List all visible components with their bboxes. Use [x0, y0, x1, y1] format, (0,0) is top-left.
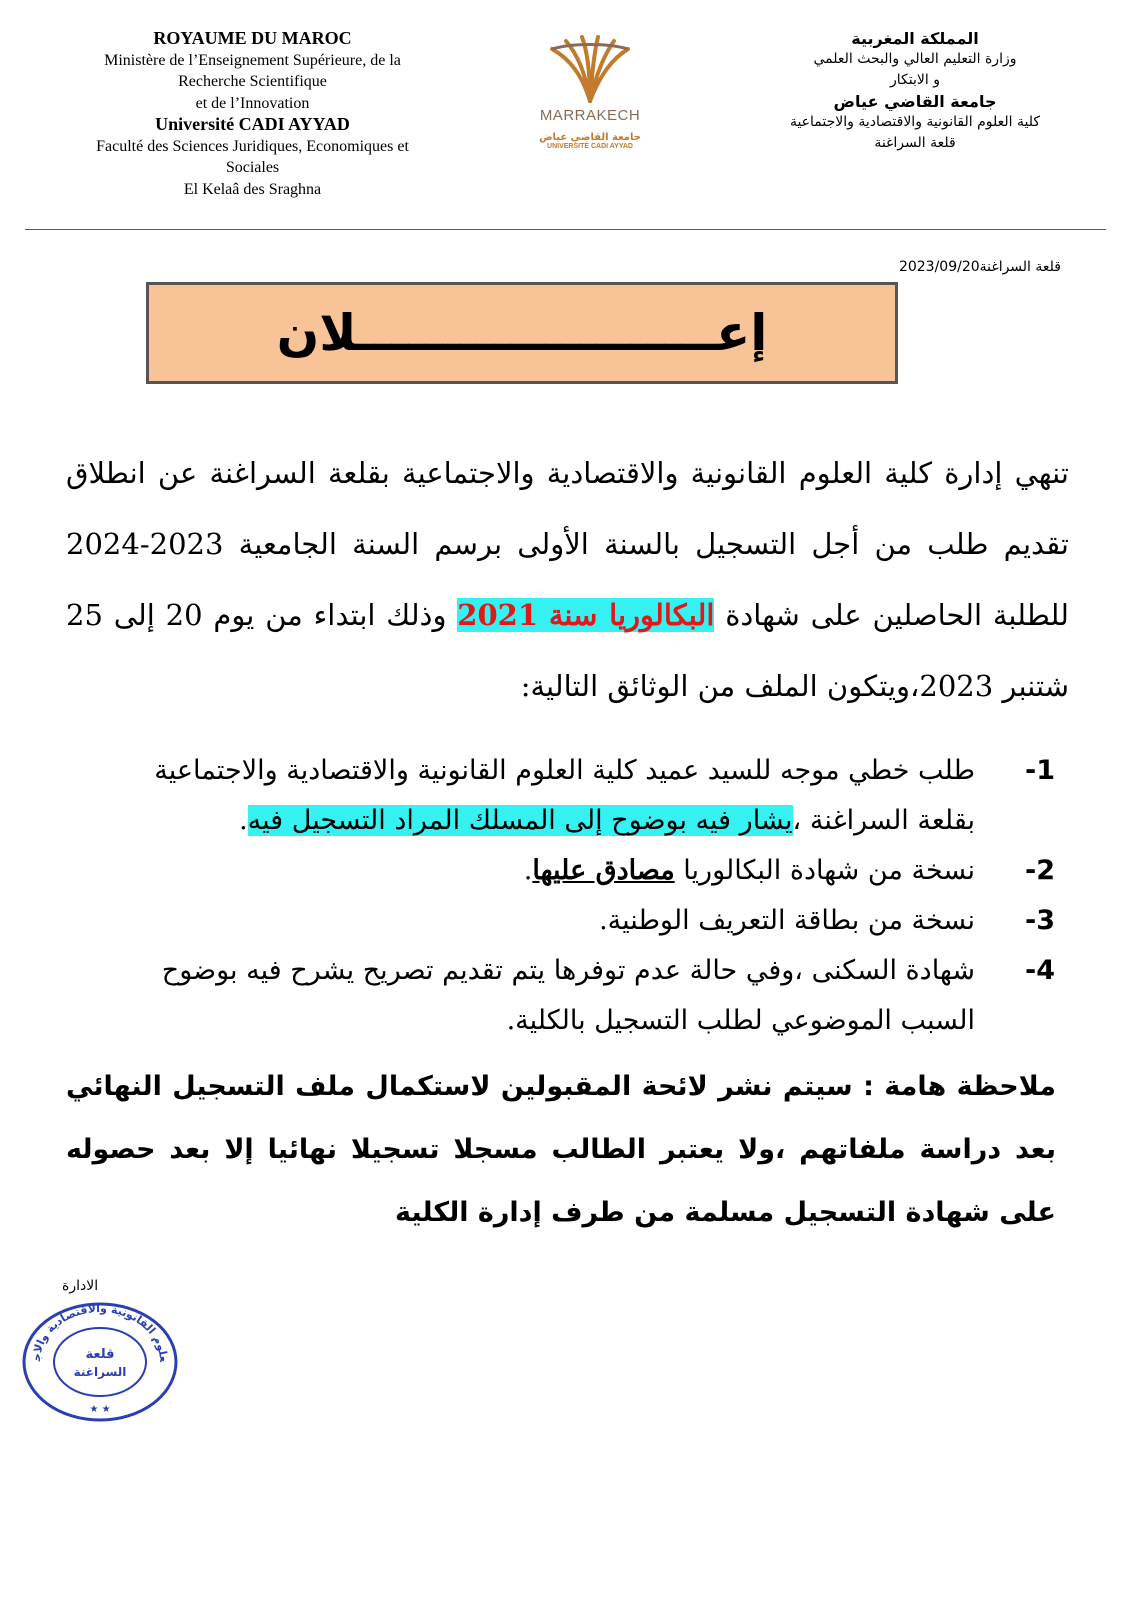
header-arabic [770, 28, 1060, 154]
list-item-number: -4 [1025, 955, 1055, 986]
header-ar-line-2: وزارة التعليم العالي والبحث العلمي [813, 51, 1017, 67]
bac-year: 2021 [457, 598, 539, 632]
header-french [60, 28, 445, 200]
list-item [120, 896, 1055, 946]
stamp-center-line-1: قلعة [85, 1347, 115, 1362]
dateline: قلعة السراغنة2023/09/20 [898, 259, 1061, 275]
list-item-text: نسخة من شهادة البكالوريا [674, 855, 975, 886]
header-fr-line-3: Recherche Scientifique [178, 73, 327, 90]
header-fr-line-2: Ministère de l’Enseignement Supérieure, de la [104, 51, 401, 69]
body-text-1: تنهي إدارة كلية العلوم القانونية والاقتصادية والاجتماعية بقلعة السراغنة عن انطلاق تقديم طلب من أجل التسجيل بالسنة الأولى برسم السنة الجامعية 2023-2024 للطلبة الحاصلين على شهادة [66, 456, 1069, 632]
bac-label: البكالوريا سنة [548, 598, 715, 632]
header-fr-line-6: Faculté des Sciences Juridiques, Economiques et [96, 137, 409, 155]
list-item-number: -2 [1025, 855, 1055, 886]
stamp-seal-icon [20, 1300, 180, 1425]
list-item-text: طلب خطي موجه للسيد عميد كلية العلوم القانونية والاقتصادية والاجتماعية بقلعة السراغنة ، [154, 755, 975, 836]
body-text-2: وذلك ابتداء من يوم 20 إلى 25 شتنبر 2023،ويتكون الملف من الوثائق التالية: [66, 598, 1069, 703]
header-fr-line-4: et de l’Innovation [195, 94, 310, 112]
palm-logo-icon [542, 35, 638, 105]
list-item [120, 746, 1055, 846]
header-ar-line-5: كلية العلوم القانونية والاقتصادية والاجتماعية [789, 114, 1041, 130]
header-fr-line-7: Sociales [225, 159, 280, 176]
list-item-end: . [239, 805, 248, 836]
list-item-end: . [523, 855, 533, 886]
logo-word: MARRAKECH [539, 107, 641, 124]
list-item-text: شهادة السكنى ،وفي حالة عدم توفرها يتم تقديم تصريح يشرح فيه بوضوح السبب الموضوعي لطلب التسجيل بالكلية. [161, 955, 975, 1036]
svg-text:★ ★: ★ ★ [89, 1404, 111, 1415]
header-fr-line-1: ROYAUME DU MAROC [153, 28, 352, 48]
announcement-body [66, 438, 1069, 722]
stamp-center-line-2: السراغنة [73, 1365, 127, 1379]
administration-label: الادارة [62, 1278, 99, 1294]
stamp-ring-text: علوم القانونية والاقتصادية والاجتماعية [29, 1301, 171, 1363]
official-stamp [20, 1300, 180, 1429]
university-logo [535, 35, 645, 175]
header-fr-line-8: El Kelaâ des Sraghna [183, 180, 322, 198]
list-item-number: -1 [1025, 755, 1055, 786]
list-item-number: -3 [1025, 905, 1055, 936]
list-item [120, 846, 1055, 896]
header-ar-line-4: جامعة القاضي عياض [833, 92, 997, 111]
list-item-highlight: يشار فيه بوضوح إلى المسلك المراد التسجيل فيه [247, 805, 793, 836]
page-title: إعـــــــــــــــــــــلان [276, 304, 768, 362]
header-ar-line-1: المملكة المغربية [851, 29, 979, 48]
header-fr-line-5: Université CADI AYYAD [155, 114, 350, 134]
logo-french-name: UNIVERSITÉ CADI AYYAD [547, 143, 633, 150]
list-item-underlined: مصادق عليها [532, 855, 675, 886]
title-box [146, 282, 898, 384]
important-note: ملاحظة هامة : سيتم نشر لائحة المقبولين لاستكمال ملف التسجيل النهائي بعد دراسة ملفاتهم ،ولا يعتبر الطالب مسجلا تسجيلا نهائيا إلا بعد حصوله على شهادة التسجيل مسلمة من طرف إدارة الكلية [66, 1071, 1056, 1228]
documents-list [120, 746, 1055, 1046]
header-ar-line-6: قلعة السراغنة [874, 135, 956, 151]
announcement-paragraph [66, 438, 1069, 722]
header-divider [25, 229, 1106, 230]
logo-arabic-name: جامعة القاضي عياض [539, 132, 641, 143]
list-item-text: نسخة من بطاقة التعريف الوطنية. [599, 905, 975, 936]
header-ar-line-3: و الابتكار [890, 72, 940, 88]
list-item [120, 946, 1055, 1046]
highlighted-bac-year [457, 598, 714, 632]
